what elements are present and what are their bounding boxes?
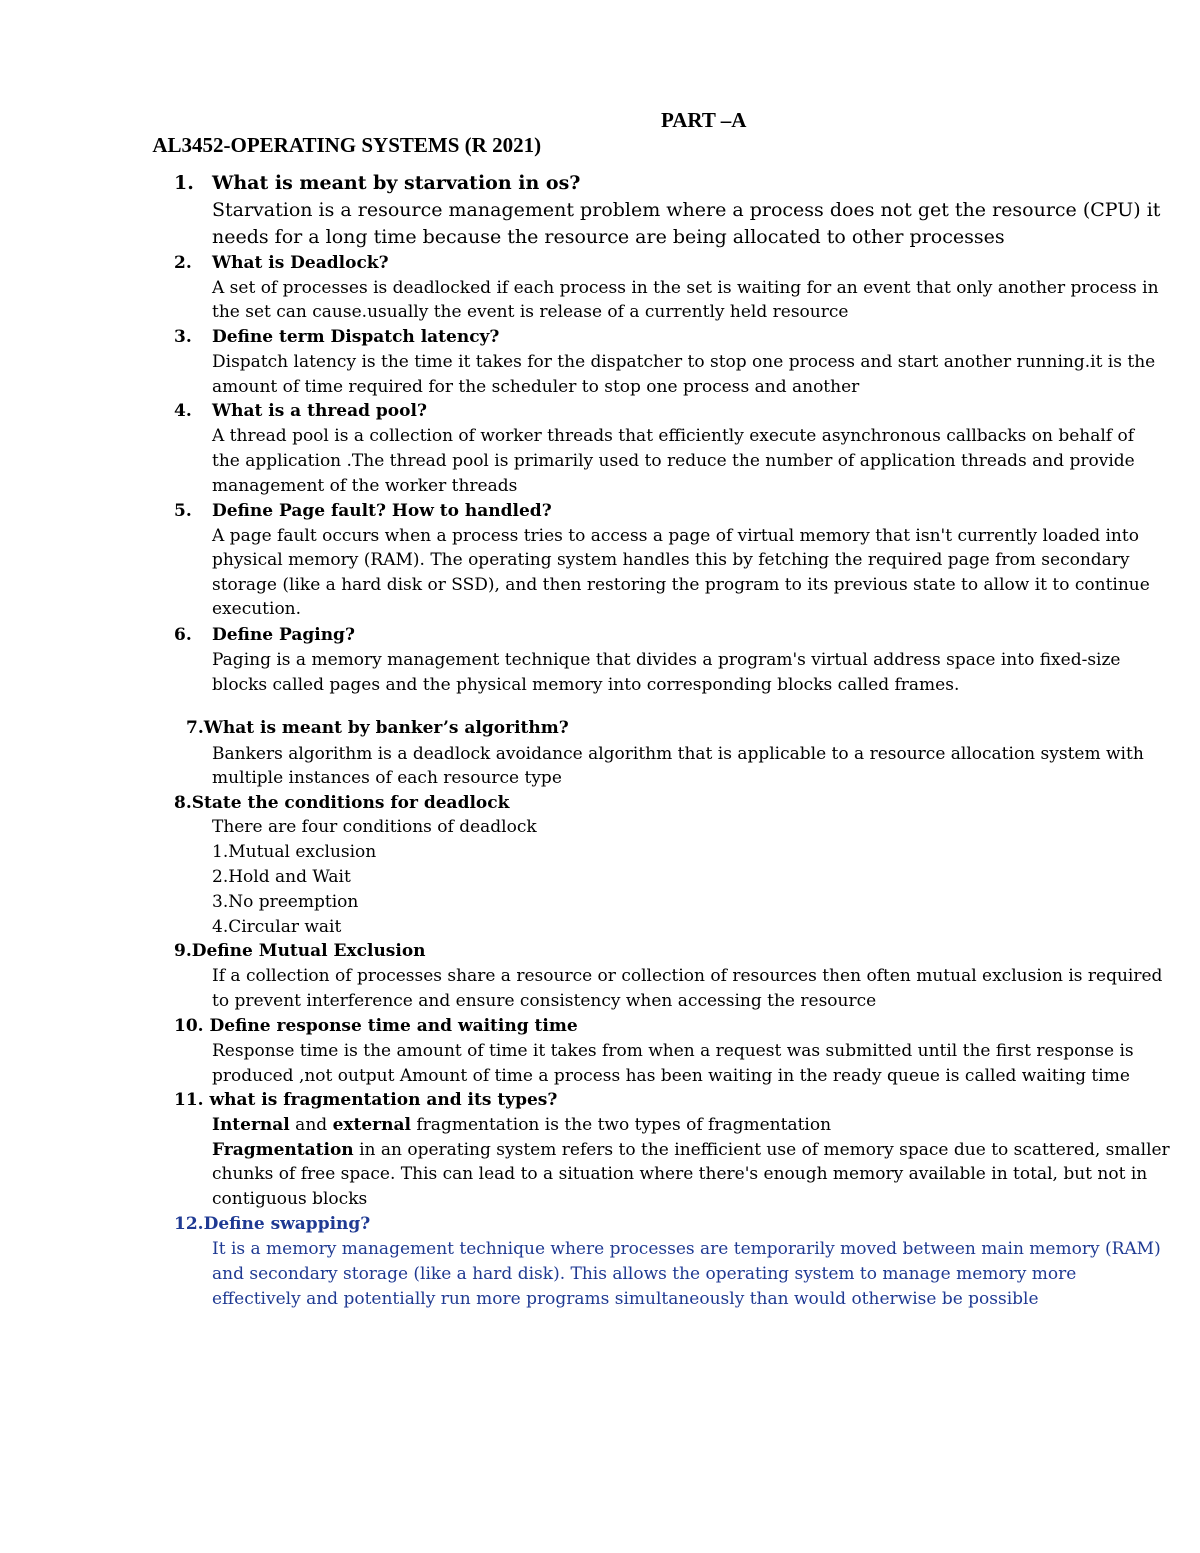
list-item: 4.Circular wait xyxy=(212,917,342,937)
answer-line: to prevent interference and ensure consistency when accessing the resource xyxy=(212,991,877,1011)
question-title: Define term Dispatch latency? xyxy=(212,327,500,347)
answer-line xyxy=(212,1140,1168,1160)
question-number: 5. xyxy=(174,501,192,521)
question-title: 7.What is meant by banker’s algorithm? xyxy=(186,718,569,738)
answer-line: blocks called pages and the physical memory into corresponding blocks called frames. xyxy=(212,675,960,695)
answer-line: storage (like a hard disk or SSD), and then restoring the program to its previous state to allow it to continue xyxy=(212,575,1150,595)
answer-line: Paging is a memory management technique that divides a program's virtual address space into fixed-size xyxy=(212,650,1121,670)
answer-line: Response time is the amount of time it takes from when a request was submitted until the first response is xyxy=(212,1041,1134,1061)
question-number: 1. xyxy=(174,172,194,194)
answer-line: the application .The thread pool is primarily used to reduce the number of application threads and provide xyxy=(212,451,1135,471)
answer-line: There are four conditions of deadlock xyxy=(212,817,537,837)
answer-line: contiguous blocks xyxy=(212,1189,368,1209)
question-title: 10. Define response time and waiting time xyxy=(174,1016,578,1036)
question-title: What is a thread pool? xyxy=(212,401,427,421)
answer-line: amount of time required for the scheduler to stop one process and another xyxy=(212,377,860,397)
question-title: Define Paging? xyxy=(212,625,355,645)
list-item: 3.No preemption xyxy=(212,892,359,912)
answer-line: needs for a long time because the resource are being allocated to other processes xyxy=(212,226,1005,248)
answer-line: and secondary storage (like a hard disk). This allows the operating system to manage memory more xyxy=(212,1264,1077,1284)
answer-line: Starvation is a resource management problem where a process does not get the resource (CPU) it xyxy=(212,199,1161,221)
question-title: 11. what is fragmentation and its types? xyxy=(174,1090,558,1110)
list-item: 1.Mutual exclusion xyxy=(212,842,377,862)
question-title: 12.Define swapping? xyxy=(174,1214,371,1234)
course-title: AL3452-OPERATING SYSTEMS (R 2021) xyxy=(152,133,542,157)
question-title: What is meant by starvation in os? xyxy=(212,172,581,194)
list-item: 2.Hold and Wait xyxy=(212,867,351,887)
answer-line: the set can cause.usually the event is release of a currently held resource xyxy=(212,302,849,322)
answer-line xyxy=(212,1115,1168,1135)
answer-line: A page fault occurs when a process tries to access a page of virtual memory that isn't currently loaded into xyxy=(212,526,1139,546)
answer-line: management of the worker threads xyxy=(212,476,518,496)
question-number: 3. xyxy=(174,327,192,347)
question-title: Define Page fault? How to handled? xyxy=(212,501,552,521)
bold-term-internal: Internal xyxy=(212,1115,290,1135)
answer-line: Dispatch latency is the time it takes for the dispatcher to stop one process and start another running.it is the xyxy=(212,352,1156,372)
question-number: 2. xyxy=(174,253,192,273)
answer-line: It is a memory management technique where processes are temporarily moved between main memory (RAM) xyxy=(212,1239,1161,1259)
bold-term-external: external xyxy=(332,1115,411,1135)
answer-line: multiple instances of each resource type xyxy=(212,768,562,788)
document-title xyxy=(143,108,541,158)
answer-line: A thread pool is a collection of worker threads that efficiently execute asynchronous callbacks on behalf of xyxy=(212,426,1135,446)
answer-line: execution. xyxy=(212,599,302,619)
part-label: PART –A xyxy=(661,108,747,132)
question-number: 6. xyxy=(174,625,192,645)
answer-line: chunks of free space. This can lead to a situation where there's enough memory available in total, but not in xyxy=(212,1164,1148,1184)
answer-line: Bankers algorithm is a deadlock avoidance algorithm that is applicable to a resource allocation system with xyxy=(212,744,1144,764)
question-number: 4. xyxy=(174,401,192,421)
question-title: What is Deadlock? xyxy=(212,253,389,273)
answer-line: produced ,not output Amount of time a process has been waiting in the ready queue is called waiting time xyxy=(212,1066,1130,1086)
answer-line: effectively and potentially run more programs simultaneously than would otherwise be possible xyxy=(212,1289,1039,1309)
bold-term-fragmentation: Fragmentation xyxy=(212,1140,354,1160)
text-span: fragmentation is the two types of fragmentation xyxy=(410,1115,832,1135)
answer-line: If a collection of processes share a resource or collection of resources then often mutual exclusion is required xyxy=(212,966,1163,986)
text-span: and xyxy=(289,1115,333,1135)
question-title: 9.Define Mutual Exclusion xyxy=(174,941,426,961)
answer-line: physical memory (RAM). The operating system handles this by fetching the required page from secondary xyxy=(212,550,1130,570)
text-span: in an operating system refers to the inefficient use of memory space due to scattered, smaller xyxy=(353,1140,1170,1160)
answer-line: A set of processes is deadlocked if each process in the set is waiting for an event that only another process in xyxy=(212,278,1159,298)
question-title: 8.State the conditions for deadlock xyxy=(174,793,510,813)
